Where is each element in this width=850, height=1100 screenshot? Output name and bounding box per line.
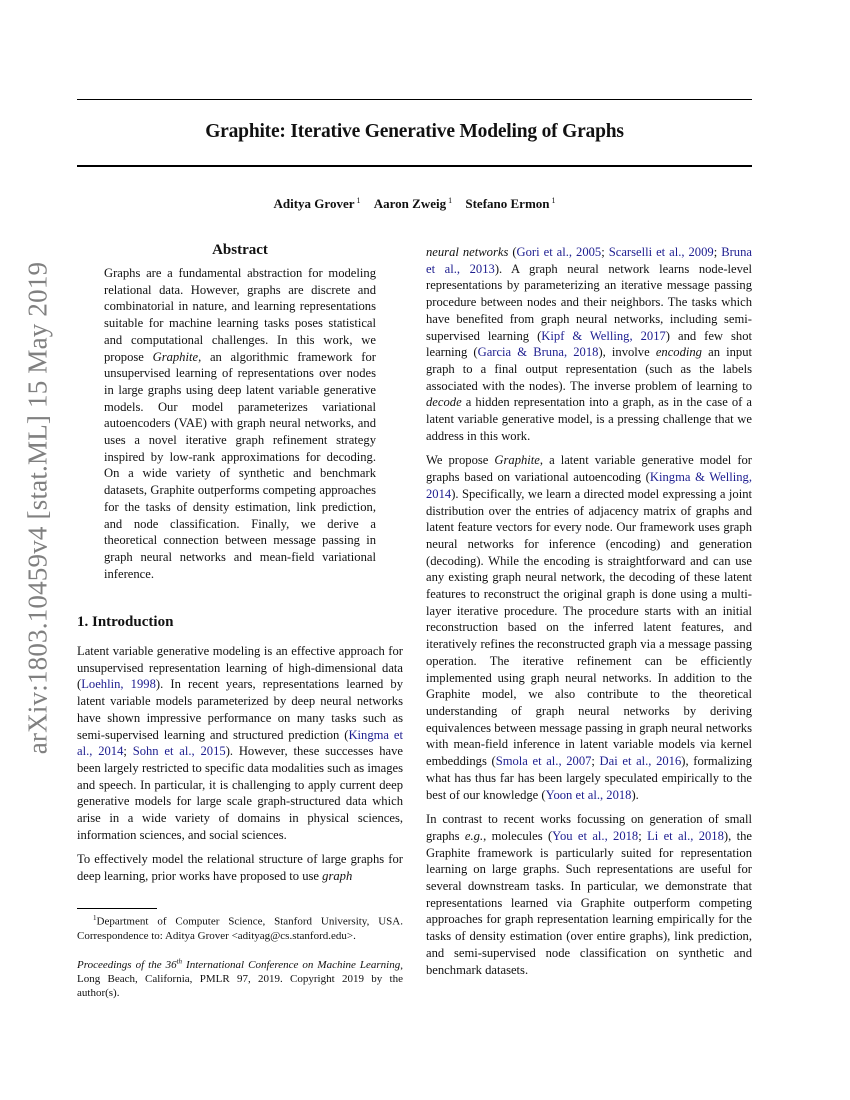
text: , Long Beach, California, PMLR 97, 2019. Copyright 2019 by the author(s). xyxy=(77,959,403,1000)
paragraph xyxy=(426,452,752,803)
citation-link[interactable]: Li et al., 2018 xyxy=(647,828,724,843)
citation-link[interactable]: Garcia & Bruna, 2018 xyxy=(477,345,599,360)
citation-link[interactable]: Kingma & Welling, 2014 xyxy=(426,470,752,501)
text: ) and few shot learning ( xyxy=(426,328,752,360)
affiliation-mark: 1 xyxy=(448,196,453,205)
footnote-mark: 1 xyxy=(93,914,97,922)
right-column xyxy=(426,244,752,986)
abstract-heading: Abstract xyxy=(212,242,268,258)
text: ). xyxy=(631,787,639,802)
text: an input graph to a final output representation (such as the labels associated with the nodes). The inverse problem of learning to xyxy=(426,345,753,393)
emphasis: Graphite xyxy=(152,349,199,364)
emphasis: Graphite xyxy=(494,453,540,468)
paragraph xyxy=(77,851,403,884)
text: ; xyxy=(601,245,609,259)
proceedings-footnote xyxy=(77,955,403,1001)
author xyxy=(374,196,452,211)
footnote-rule xyxy=(77,908,157,909)
author-name: Aaron Zweig xyxy=(373,196,447,212)
author-name: Aditya Grover xyxy=(273,196,355,212)
paragraph xyxy=(77,643,403,843)
text: Graphs are a fundamental abstraction for modeling relational data. However, graphs are discrete and combinatorial in nature, and learning representations suitable for machine learning tasks poses statistical and computational challenges. In this work, we propose xyxy=(104,266,376,364)
affiliation-footnote xyxy=(77,911,403,943)
arxiv-identifier-stamp: arXiv:1803.10459v4 [stat.ML] 15 May 2019 xyxy=(22,261,53,755)
text: ), formalizing what has thus far has been largely speculated empirically to the best of our knowledge ( xyxy=(426,754,752,802)
affiliation-mark: 1 xyxy=(551,196,556,205)
citation-link[interactable]: Kingma et al., 2014 xyxy=(77,727,404,759)
text: ; xyxy=(638,828,648,843)
footnotes xyxy=(77,911,403,1012)
text: , molecules ( xyxy=(483,828,553,843)
text: Department of Computer Science, Stanford University, USA. Correspondence to: Aditya Grover <adityag@cs.stanford.edu>. xyxy=(77,915,403,942)
emphasis: graph xyxy=(322,869,353,884)
text: ; xyxy=(713,245,722,259)
author-list xyxy=(77,196,752,212)
text: We propose xyxy=(426,453,495,468)
citation-link[interactable]: Gori et al., 2005 xyxy=(516,245,602,259)
abstract-text xyxy=(104,265,376,582)
citation-link[interactable]: Kipf & Welling, 2017 xyxy=(541,328,666,343)
text: ). A graph neural network learns node-level representations by parameterizing an iterative message passing procedure between nodes and their neighbors. The tasks which have benefited from graph neural networks, including semi-supervised learning ( xyxy=(426,261,752,343)
text: In contrast to recent works focussing on generation of small graphs xyxy=(426,812,752,843)
citation-link[interactable]: Sohn et al., 2015 xyxy=(132,744,226,759)
paper-title: Graphite: Iterative Generative Modeling of Graphs xyxy=(205,121,624,142)
text: ; xyxy=(123,744,133,759)
text: Latent variable generative modeling is an effective approach for unsupervised representation learning of high-dimensional data ( xyxy=(77,644,403,692)
citation-link[interactable]: Scarselli et al., 2009 xyxy=(608,245,714,259)
text: To effectively model the relational structure of large graphs for deep learning, prior works have proposed to use xyxy=(77,852,403,884)
superscript: th xyxy=(176,957,183,966)
emphasis: neural networks xyxy=(426,245,509,259)
text: Proceedings of the 36 xyxy=(77,959,177,972)
citation-link[interactable]: Dai et al., 2016 xyxy=(599,754,682,769)
text: ). Specifically, we learn a directed model expressing a joint distribution over the entries of adjacency matrix of graphs and latent feature vectors for every node. Our framework uses graph neural networks for inference (encoding) and generation (decoding). While the encoding is straightforward and can use any existing graph neural network, the decoding of these latent features to reconstruct the original graph is done using a multi-layer iterative procedure. The procedure starts with an initial reconstruction based on the inferred latent features, and iteratively refines the reconstructed graph via a message passing operation. The iterative refinement can be efficiently implemented using graph neural networks. In addition to the Graphite model, we also contribute to the theoretical understanding of graph neural networks by deriving equivalences between message passing in graph neural networks with mean-field inference in latent variable models via kernel embeddings ( xyxy=(426,486,752,769)
text: , an algorithmic framework for unsupervised learning of representations over nodes in large graphs using deep latent variable generative models. Our model parameterizes variational autoencoders (VAE) with graph neural networks, and uses a novel iterative graph refinement strategy inspired by low-rank approximations for decoding. On a wide variety of synthetic and benchmark datasets, Graphite outperforms competing approaches for the tasks of density estimation, link prediction, and node classification. Finally, we derive a theoretical connection between message passing in graph neural networks and mean-field variational inference. xyxy=(104,349,376,581)
citation-link[interactable]: You et al., 2018 xyxy=(552,828,639,843)
citation-link[interactable]: Smola et al., 2007 xyxy=(495,754,592,769)
citation-link[interactable]: Loehlin, 1998 xyxy=(81,677,156,692)
text: ), involve xyxy=(598,345,656,360)
author-name: Stefano Ermon xyxy=(465,196,550,212)
text: International Conference on Machine Learning xyxy=(182,959,401,972)
section-heading-introduction: 1. Introduction xyxy=(77,614,174,630)
emphasis: decode xyxy=(426,395,462,410)
affiliation-mark: 1 xyxy=(356,196,361,205)
emphasis: encoding xyxy=(655,345,702,360)
text: , a latent variable generative model for graphs based on variational autoencoding ( xyxy=(426,453,752,485)
text: ; xyxy=(591,754,600,769)
paragraph xyxy=(426,811,752,978)
paragraph xyxy=(426,244,752,444)
author xyxy=(465,196,555,211)
text: ). However, these successes have been largely restricted to specific data modalities such as images and speech. In particular, it is challenging to apply current deep generative models for large scale graph-structured data which arise in a wide variety of domains in physical sciences, information sciences, and social sciences. xyxy=(77,744,403,842)
title-rule-top xyxy=(77,99,752,100)
emphasis: e.g. xyxy=(464,828,484,843)
author xyxy=(274,196,361,211)
text: ), the Graphite framework is particularly suited for representation learning on large graphs. Such representations are useful for several downstream tasks. In particular, we demonstrate that representations learned via Graphite outperform competing approaches for graph representation learning empirically for the tasks of density estimation (over entire graphs), link prediction, and semi-supervised node classification on synthetic and benchmark datasets. xyxy=(426,828,752,977)
text: a hidden representation into a graph, as in the case of a latent variable generative model, is a pressing challenge that we address in this work. xyxy=(426,395,752,443)
citation-link[interactable]: Yoon et al., 2018 xyxy=(545,787,632,802)
text: ( xyxy=(508,245,517,259)
text: ). In recent years, representations learned by latent variable models parameterized by deep neural networks have shown impressive performance on many tasks such as semi-supervised learning and structured prediction ( xyxy=(77,677,403,742)
citation-link[interactable]: Bruna et al., 2013 xyxy=(426,245,752,276)
title-rule-bottom xyxy=(77,165,752,167)
